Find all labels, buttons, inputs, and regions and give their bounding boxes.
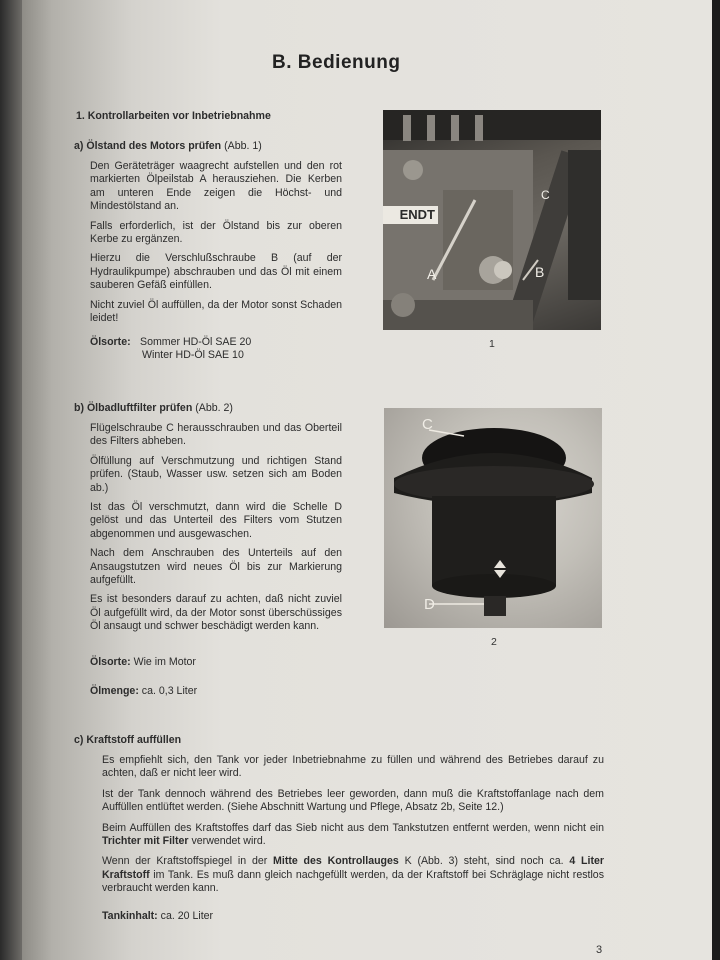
text-run: Beim Auffüllen des Kraftstoffes darf das Sieb nicht aus dem Tankstutzen entfernt werden, wenn nicht ein	[102, 821, 604, 834]
subsection-a-ref: (Abb. 1)	[221, 140, 262, 152]
filter-oil-type	[90, 656, 196, 669]
subsection-c-body	[102, 754, 604, 903]
subsection-a-body	[90, 160, 342, 331]
oil-type-summer: Sommer HD-Öl SAE 20	[140, 336, 252, 348]
engine-photo	[383, 110, 601, 330]
label-a: A	[427, 266, 437, 282]
subsection-c-heading: c) Kraftstoff auffüllen	[74, 734, 182, 746]
oil-type-winter: Winter HD-Öl SAE 10	[142, 349, 244, 361]
paragraph: Ist der Tank dennoch während des Betriebes leer geworden, dann muß die Kraftstoffanlage nach dem Auffüllen entlüftet werden. (Siehe Abschnitt Wartung und Pflege, Absatz 2b, Seite 12.)	[102, 787, 604, 814]
paragraph: Hierzu die Verschlußschraube B (auf der Hydraulikpumpe) abschrauben und das Öl mit einem sauberen Gefäß einfüllen.	[90, 252, 342, 292]
subsection-b-ref: (Abb. 2)	[192, 402, 233, 414]
paragraph: Den Geräteträger waagrecht aufstellen und den rot markierten Ölpeilstab A herausziehen. Die Kerben am unteren Ende zeigen die Höchst- und Mindestölstand an.	[90, 160, 342, 213]
oil-type-label: Ölsorte:	[90, 336, 131, 348]
engine-brand-plate: ENDT	[383, 206, 438, 224]
paragraph	[102, 855, 604, 895]
paragraph: Nach dem Anschrauben des Unterteils auf den Ansaugstutzen wird neues Öl bis zur Markierung aufgefüllt.	[90, 547, 342, 587]
label-c: C	[541, 188, 550, 202]
emphasis-fuel-amount: 4 Liter Kraftstoff	[102, 855, 604, 881]
label-c: C	[422, 416, 433, 433]
label-b: B	[535, 264, 545, 280]
figure-2-caption: 2	[491, 636, 497, 648]
paragraph	[102, 822, 604, 849]
paragraph: Falls erforderlich, ist der Ölstand bis zur oberen Kerbe zu ergänzen.	[90, 219, 342, 246]
emphasis-sight-glass: Mitte des Kontrollauges	[273, 855, 399, 868]
emphasis-funnel-filter: Trichter mit Filter	[102, 835, 189, 848]
paragraph: Es empfiehlt sich, den Tank vor jeder Inbetriebnahme zu füllen und während des Betriebes darauf zu achten, daß er nicht leer wird.	[102, 754, 604, 780]
section-heading: 1. Kontrollarbeiten vor Inbetriebnahme	[76, 110, 271, 122]
filter-oil-type-label: Ölsorte:	[90, 656, 131, 668]
subsection-a-heading	[74, 140, 262, 153]
text-run: K (Abb. 3) steht, sind noch ca.	[398, 855, 570, 868]
text-run: Wenn der Kraftstoffspiegel in der	[102, 855, 274, 868]
paragraph: Flügelschraube C herausschrauben und das Oberteil des Filters abheben.	[90, 422, 342, 448]
tank-capacity-value: ca. 20 Liter	[157, 910, 214, 922]
text-run: verwendet wird.	[188, 835, 266, 848]
text-run: im Tank. Es muß dann gleich nachgefüllt werden, da der Kraftstoff bei Schräglage nicht restlos verbraucht werden kann.	[102, 868, 604, 895]
label-d: D	[424, 596, 435, 613]
subsection-b-body	[90, 422, 342, 640]
page-number: 3	[596, 944, 603, 956]
subsection-a-title: a) Ölstand des Motors prüfen	[74, 140, 222, 152]
filter-oil-amount	[90, 685, 197, 698]
filter-oil-type-value: Wie im Motor	[130, 656, 196, 668]
oil-type-row	[90, 336, 131, 349]
book-spine-shadow	[0, 0, 22, 960]
page-title: B. Bedienung	[272, 52, 401, 73]
air-filter-photo	[384, 408, 602, 628]
air-filter-illustration	[384, 408, 602, 628]
document-page	[22, 0, 712, 960]
filter-oil-amount-value: ca. 0,3 Liter	[138, 685, 198, 697]
paragraph: Ölfüllung auf Verschmutzung und richtigen Stand prüfen. (Staub, Wasser usw. setzen sich am Boden ab.)	[90, 454, 342, 494]
paragraph: Nicht zuviel Öl auffüllen, da der Motor sonst Schaden leidet!	[90, 298, 342, 325]
paragraph: Es ist besonders darauf zu achten, daß nicht zuviel Öl aufgefüllt wird, da der Motor sonst überschüssiges Öl ansaugt und schwer beschädigt werden kann.	[90, 593, 342, 633]
subsection-b-heading	[74, 402, 233, 415]
filter-oil-amount-label: Ölmenge:	[90, 685, 139, 697]
paragraph: Ist das Öl verschmutzt, dann wird die Schelle D gelöst und das Unterteil des Filters vom Stutzen abgenommen und ausgewaschen.	[90, 501, 342, 540]
subsection-b-title: b) Ölbadluftfilter prüfen	[74, 402, 193, 414]
tank-capacity	[102, 910, 213, 923]
figure-1-caption: 1	[489, 338, 495, 350]
tank-capacity-label: Tankinhalt:	[102, 910, 158, 922]
